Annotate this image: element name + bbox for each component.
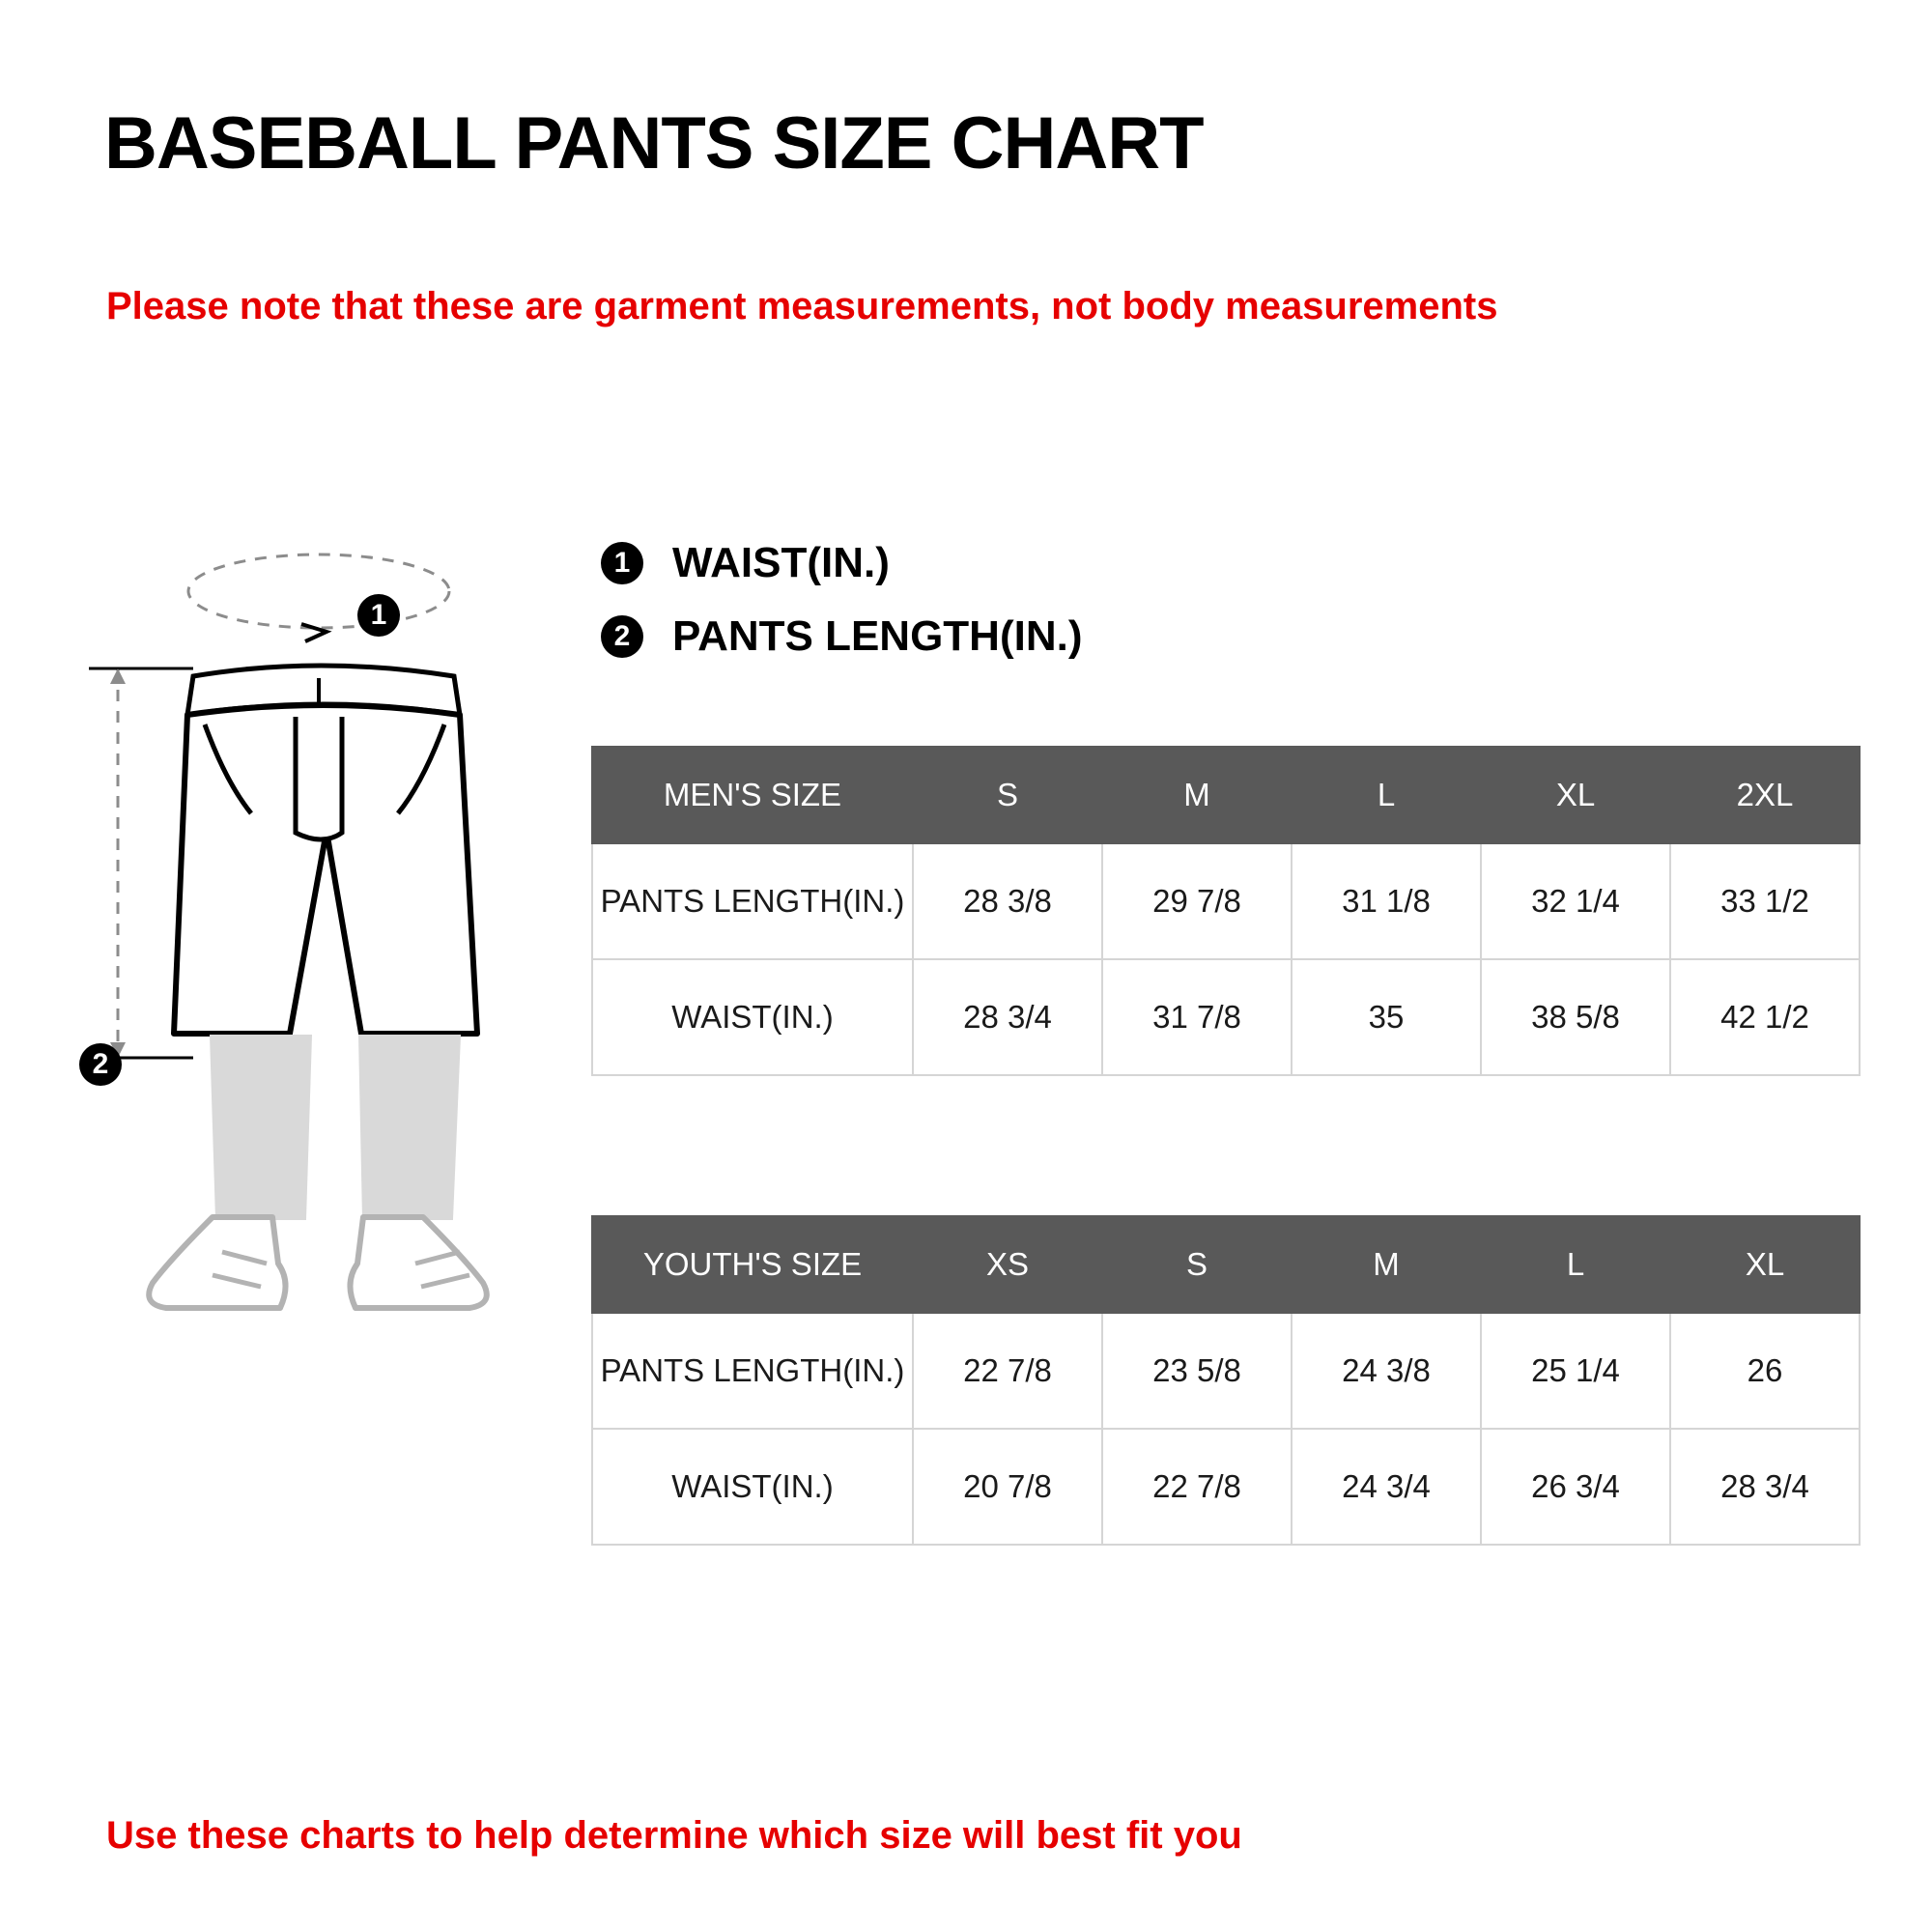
- youth-col-s: S: [1102, 1216, 1292, 1313]
- legend-label-waist: WAIST(IN.): [672, 539, 890, 586]
- mens-pants-length-xl: 32 1/4: [1481, 843, 1670, 959]
- pants-illustration: [77, 541, 599, 1343]
- legend-item-waist: [601, 539, 1083, 587]
- mens-row-label-waist: WAIST(IN.): [592, 959, 913, 1075]
- youth-waist-l: 26 3/4: [1481, 1429, 1670, 1545]
- legend-item-pants-length: [601, 612, 1083, 661]
- mens-col-m: M: [1102, 747, 1292, 843]
- pants-diagram-svg: [77, 541, 599, 1343]
- youth-pants-length-s: 23 5/8: [1102, 1313, 1292, 1429]
- legend: [601, 539, 1083, 686]
- mens-col-2xl: 2XL: [1670, 747, 1860, 843]
- mens-waist-2xl: 42 1/2: [1670, 959, 1860, 1075]
- badge-two-icon: 2: [601, 615, 643, 658]
- mens-pants-length-2xl: 33 1/2: [1670, 843, 1860, 959]
- table-row: [592, 1429, 1860, 1545]
- mens-pants-length-m: 29 7/8: [1102, 843, 1292, 959]
- table-row: [592, 1313, 1860, 1429]
- mens-col-xl: XL: [1481, 747, 1670, 843]
- youth-waist-m: 24 3/4: [1292, 1429, 1481, 1545]
- footer-note: Use these charts to help determine which size will best fit you: [106, 1814, 1242, 1857]
- youth-col-xs: XS: [913, 1216, 1102, 1313]
- youth-col-m: M: [1292, 1216, 1481, 1313]
- mens-waist-s: 28 3/4: [913, 959, 1102, 1075]
- badge-one-icon: 1: [601, 542, 643, 584]
- youth-waist-s: 22 7/8: [1102, 1429, 1292, 1545]
- page-title: BASEBALL PANTS SIZE CHART: [104, 102, 1204, 185]
- measurement-note: Please note that these are garment measurements, not body measurements: [106, 285, 1498, 327]
- youth-pants-length-xl: 26: [1670, 1313, 1860, 1429]
- mens-col-l: L: [1292, 747, 1481, 843]
- youth-col-xl: XL: [1670, 1216, 1860, 1313]
- youth-size-header: YOUTH'S SIZE: [592, 1216, 913, 1313]
- waist-marker-badge: 1: [357, 594, 400, 637]
- youth-row-label-pants-length: PANTS LENGTH(IN.): [592, 1313, 913, 1429]
- youth-size-table: [591, 1215, 1861, 1546]
- table-header-row: [592, 747, 1860, 843]
- mens-row-label-pants-length: PANTS LENGTH(IN.): [592, 843, 913, 959]
- mens-waist-xl: 38 5/8: [1481, 959, 1670, 1075]
- legend-label-pants-length: PANTS LENGTH(IN.): [672, 612, 1083, 660]
- table-header-row: [592, 1216, 1860, 1313]
- youth-waist-xs: 20 7/8: [913, 1429, 1102, 1545]
- table-row: [592, 843, 1860, 959]
- youth-pants-length-m: 24 3/8: [1292, 1313, 1481, 1429]
- length-marker-badge: 2: [79, 1043, 122, 1086]
- mens-size-header: MEN'S SIZE: [592, 747, 913, 843]
- youth-waist-xl: 28 3/4: [1670, 1429, 1860, 1545]
- youth-pants-length-xs: 22 7/8: [913, 1313, 1102, 1429]
- youth-pants-length-l: 25 1/4: [1481, 1313, 1670, 1429]
- table-row: [592, 959, 1860, 1075]
- youth-row-label-waist: WAIST(IN.): [592, 1429, 913, 1545]
- youth-col-l: L: [1481, 1216, 1670, 1313]
- mens-col-s: S: [913, 747, 1102, 843]
- mens-waist-l: 35: [1292, 959, 1481, 1075]
- mens-size-table: [591, 746, 1861, 1076]
- mens-pants-length-l: 31 1/8: [1292, 843, 1481, 959]
- mens-pants-length-s: 28 3/8: [913, 843, 1102, 959]
- mens-waist-m: 31 7/8: [1102, 959, 1292, 1075]
